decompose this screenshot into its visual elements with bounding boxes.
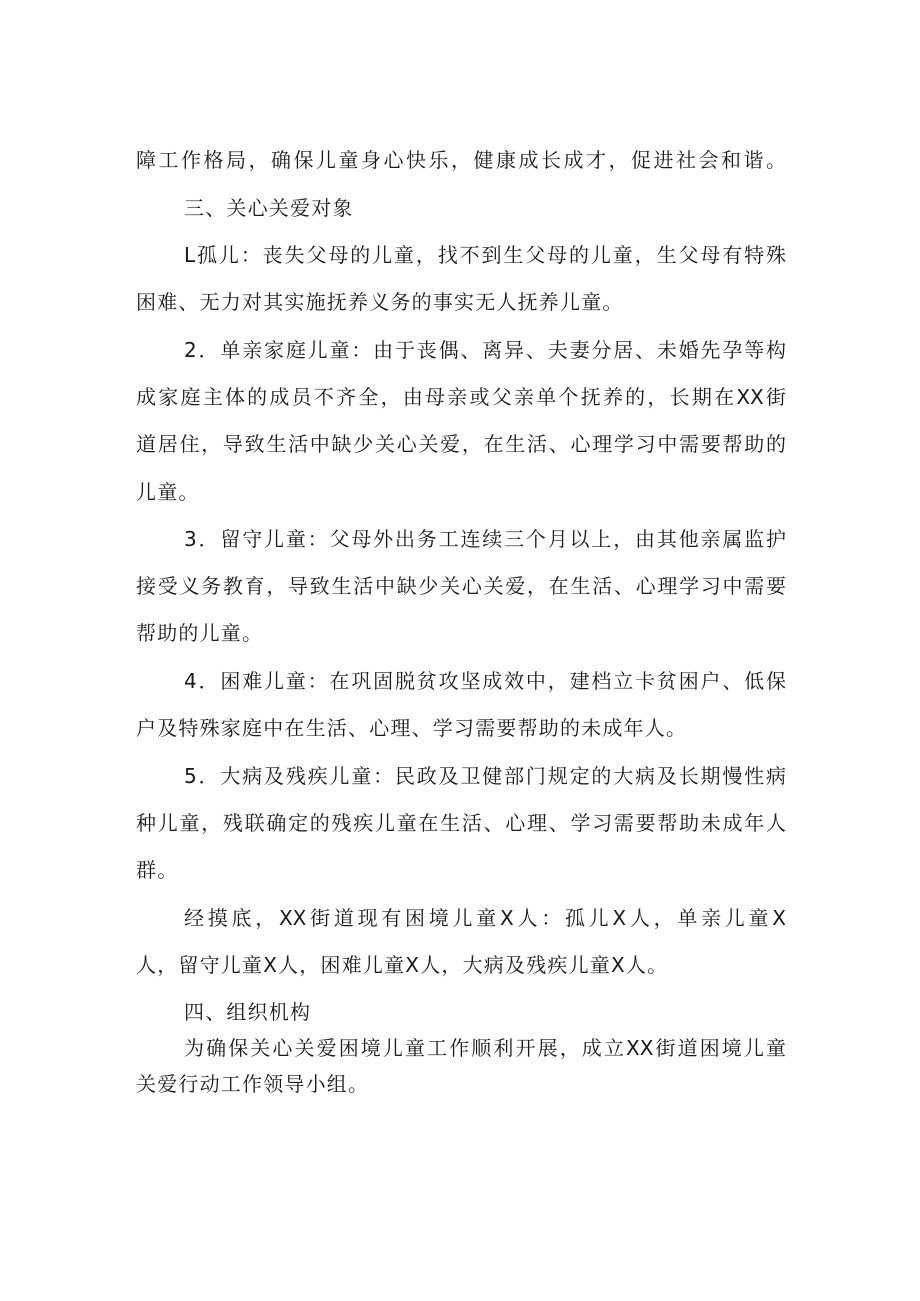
section-heading-care-targets: 三、关心关爱对象	[184, 196, 354, 220]
paragraph-line: 种儿童，残联确定的残疾儿童在生活、心理、学习需要帮助未成年人	[136, 811, 786, 835]
paragraph-line: 为确保关心关爱困境儿童工作顺利开展，成立XX街道困境儿童	[184, 1036, 786, 1060]
paragraph-line: 困难、无力对其实施抚养义务的事实无人抚养儿童。	[136, 290, 624, 314]
section-heading-organization: 四、组织机构	[184, 1000, 312, 1024]
paragraph-line: 道居住，导致生活中缺少关心关爱，在生活、心理学习中需要帮助的	[136, 432, 786, 456]
paragraph-line: 经摸底，XX街道现有困境儿童X人：孤儿X人，单亲儿童X	[184, 906, 786, 930]
paragraph-line: 接受义务教育，导致生活中缺少关心关爱，在生活、心理学习中需要	[136, 574, 786, 598]
paragraph-line: 人，留守儿童X人，困难儿童X人，大病及残疾儿童X人。	[136, 953, 669, 977]
paragraph-line: L孤儿：丧失父母的儿童，找不到生父母的儿童，生父母有特殊	[184, 243, 786, 267]
paragraph-line: 5．大病及残疾儿童：民政及卫健部门规定的大病及长期慢性病	[184, 764, 786, 788]
paragraph-line: 障工作格局，确保儿童身心快乐，健康成长成才，促进社会和谐。	[136, 148, 786, 172]
paragraph-line: 成家庭主体的成员不齐全，由母亲或父亲单个抚养的，长期在XX街	[136, 385, 786, 409]
paragraph-line: 儿童。	[136, 480, 200, 504]
paragraph-line: 4．困难儿童：在巩固脱贫攻坚成效中，建档立卡贫困户、低保	[184, 669, 786, 693]
paragraph-line: 帮助的儿童。	[136, 621, 264, 645]
paragraph-line: 关爱行动工作领导小组。	[136, 1072, 370, 1096]
paragraph-line: 3．留守儿童：父母外出务工连续三个月以上，由其他亲属监护	[184, 527, 786, 551]
paragraph-line: 户及特殊家庭中在生活、心理、学习需要帮助的未成年人。	[136, 716, 688, 740]
paragraph-line: 群。	[136, 858, 179, 882]
paragraph-line: 2．单亲家庭儿童：由于丧偶、离异、夫妻分居、未婚先孕等构	[184, 338, 786, 362]
